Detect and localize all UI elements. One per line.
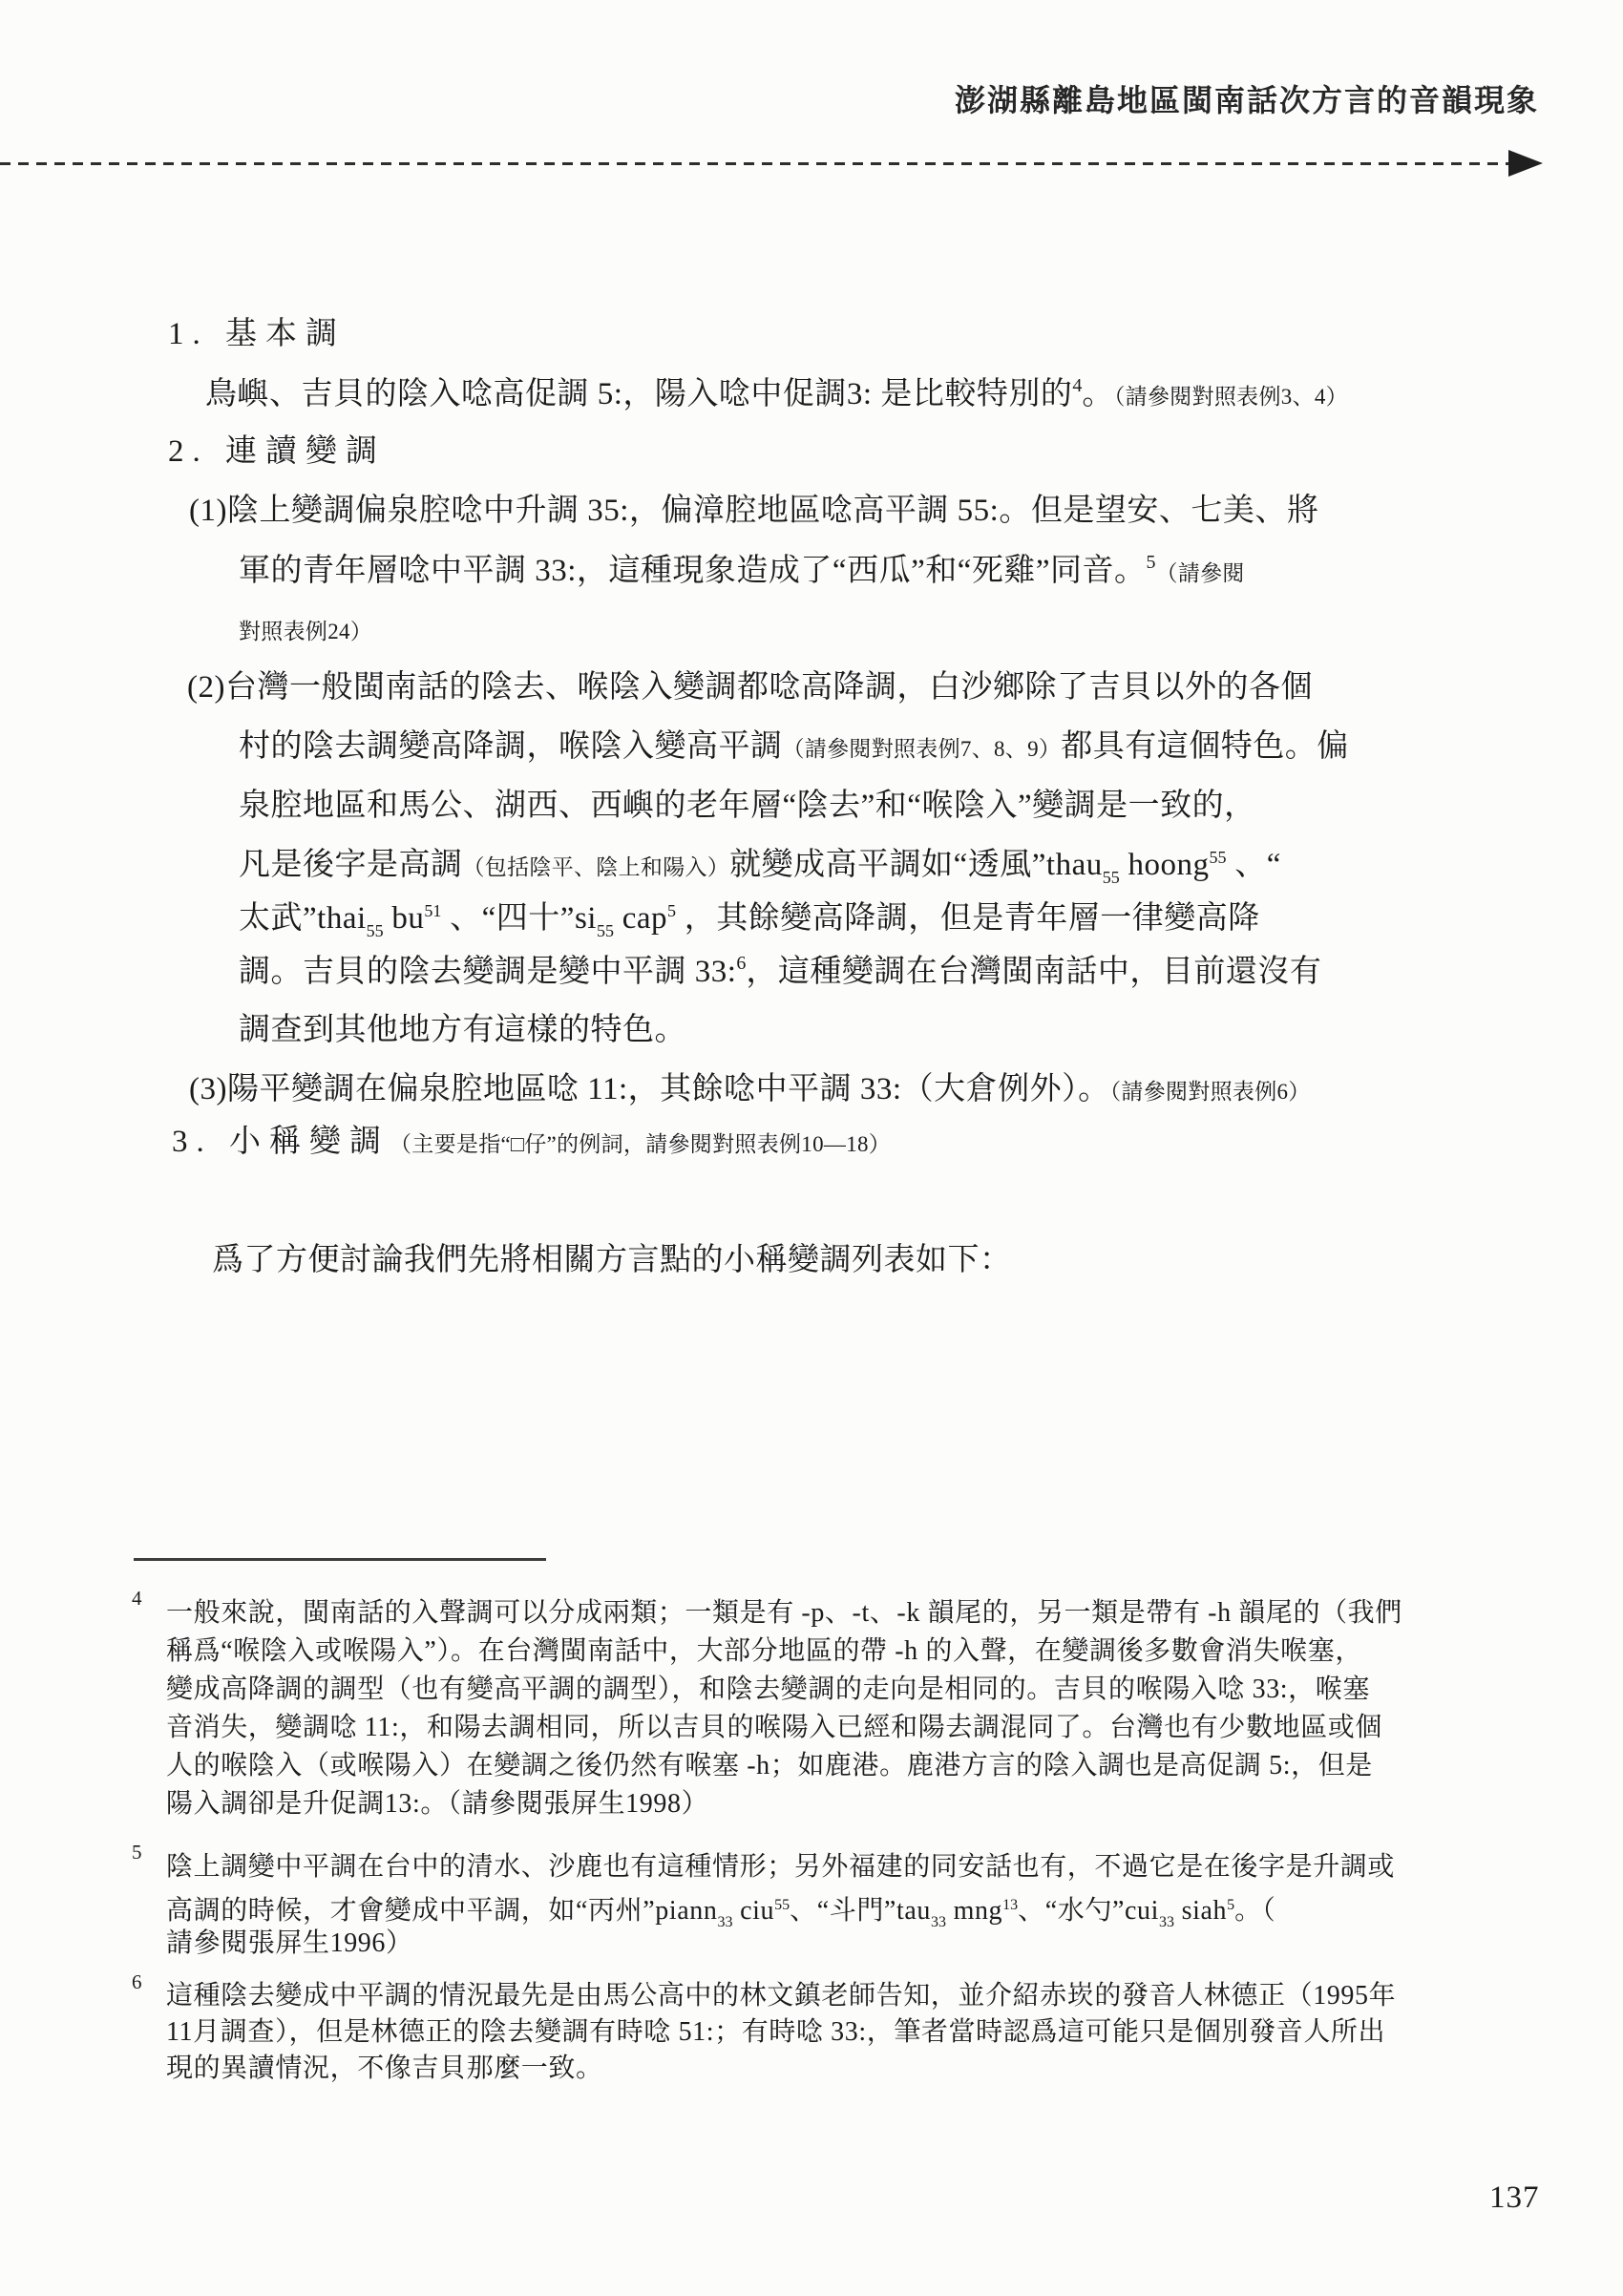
body-line [239,899,1260,942]
tone-subscript: 55 [366,921,384,940]
item2-line6-t2: ，這種變調在台灣閩南話中，目前還沒有 [746,955,1322,989]
para1-note: （請參閱對照表例3、4） [1113,385,1348,409]
footnote-line: 這種陰去變成中平調的情況最先是由馬公高中的林文鎮老師告知，並介紹赤崁的發音人林德正（1995年 [166,1981,1397,2011]
footnote-ref-5: 5 [1146,552,1156,573]
footnote-line: 11月調查），但是林德正的陰去變調有時唸 51:；有時唸 33:，筆者當時認爲這可能只是個別發音人所出 [166,2017,1386,2047]
body-line: (2)台灣一般閩南話的陰去、喉陰入變調都唸高降調，白沙鄉除了吉貝以外的各個 [187,670,1313,705]
footnote-line: 人的喉陰入（或喉陽入）在變調之後仍然有喉塞 -h；如鹿港。鹿港方言的陰入調也是高促調 5:，但是 [166,1751,1373,1780]
item2-line4-t1: 凡是後字是高調 [239,848,463,882]
fn5-t2: 、“斗門” [790,1896,896,1926]
footnote-5-marker: 5 [132,1841,142,1864]
item2-line5-t2: 、“四十” [441,901,575,936]
item3-t1: (3)陽平變調在偏泉腔地區唸 11:，其餘唸中平調 33:（大倉例外）。 [189,1072,1110,1106]
tone-superscript: 51 [424,901,442,920]
footnote-line: 稱爲“喉陰入或喉陽入”）。在台灣閩南話中，大部分地區的帶 -h 的入聲，在變調後多數會消失喉塞， [166,1636,1362,1666]
footnote-line: 陰上調變中平調在台中的清水、沙鹿也有這種情形；另外福建的同安話也有，不過它是在後字是升調或 [166,1852,1396,1882]
item2-line4-t2: 就變成高平調如“透風” [729,848,1046,882]
fn5-t1: 高調的時候，才會變成中平調，如“丙州” [166,1896,656,1926]
footnote-5 [166,1848,1395,1963]
footnote-line [166,1886,1395,1930]
arrow-right-icon [1508,150,1543,177]
running-header-title: 澎湖縣離島地區閩南話次方言的音韻現象 [954,83,1539,117]
footnote-line: 請參閱張屏生1996） [166,1928,413,1958]
item2-line4-note: （包括陰平、陰上和陽入） [462,855,730,879]
header-dashed-rule [0,162,1510,165]
tone-superscript: 55 [1209,848,1227,867]
item2-line5-t1: 太武” [239,901,318,936]
footnote-6 [166,1978,1396,2087]
para1-period: 。 [1082,377,1114,411]
closing-line: 爲了方便討論我們先將相關方言點的小稱變調列表如下： [212,1243,1012,1277]
body-line [239,551,1245,591]
footnote-line: 一般來說，閩南話的入聲調可以分成兩類；一類是有 -p、-t、-k 韻尾的，另一類是帶有 -h 韻尾的（我們 [166,1598,1402,1628]
romanization: ciu [732,1896,775,1926]
footnote-line: 陽入調卻是升促調13:。（請參閱張屏生1998） [166,1789,709,1819]
footnote-line: 變成高降調的調型（也有變高平調的調型），和陰去變調的走向是相同的。吉貝的喉陽入唸 33:，喉塞 [166,1675,1370,1704]
item2-line4-t3: 、“ [1226,848,1281,882]
tone-superscript: 13 [1002,1897,1019,1913]
body-line [239,952,1321,992]
footnote-separator-rule [134,1558,546,1561]
romanization: bu [383,901,425,936]
body-line: 泉腔地區和馬公、湖西、西嶼的老年層“陰去”和“喉陰入”變調是一致的， [239,789,1256,823]
footnote-4-marker: 4 [132,1587,142,1610]
item1-line2-note: （請參閱 [1155,561,1245,585]
tone-subscript: 55 [1102,868,1120,887]
romanization: thau [1045,848,1103,882]
section-3-heading [172,1123,891,1162]
section-2-heading: 2. 連讀變調 [168,434,386,469]
body-line: 對照表例24） [239,620,373,643]
item1-line2-text: 軍的青年層唸中平調 33:，這種現象造成了“西瓜”和“死雞”同音。 [239,554,1147,588]
item2-line6-t1: 調。吉貝的陰去變調是變中平調 33: [239,955,737,989]
romanization: cui [1125,1896,1160,1926]
romanization: thai [317,901,367,936]
heading3-note: （主要是指“□仔”的例詞，請參閱對照表例10—18） [390,1132,892,1156]
item2-line2-t1: 村的陰去調變高降調，喉陰入變高平調 [239,729,783,764]
body-line [205,374,1348,414]
romanization: tau [896,1896,931,1926]
section-1-heading: 1. 基本調 [168,317,346,351]
footnote-ref-6: 6 [736,953,747,974]
para1-text: 鳥嶼、吉貝的陰入唸高促調 5:，陽入唸中促調3: 是比較特別的 [205,377,1073,411]
body-line [239,846,1281,889]
tone-subscript: 33 [930,1914,946,1930]
tone-subscript: 33 [1159,1914,1175,1930]
page-number: 137 [1489,2180,1540,2215]
romanization: si [574,901,597,936]
item3-note: （請參閱對照表例6） [1109,1080,1311,1104]
tone-superscript: 5 [1227,1897,1235,1913]
fn5-t3: 、“水勺” [1018,1896,1126,1926]
body-line [189,1070,1311,1109]
item2-line5-t3: ，其餘變高降調，但是青年層一律變高降 [676,901,1260,936]
body-line: (1)陰上變調偏泉腔唸中升調 35:，偏漳腔地區唸高平調 55:。但是望安、七美、將 [189,494,1319,528]
fn5-t4: 。（ [1234,1896,1276,1926]
footnote-line: 現的異讀情況，不像吉貝那麼一致。 [166,2054,603,2083]
body-line [239,727,1349,767]
romanization: mng [945,1896,1003,1926]
romanization: siah [1174,1896,1228,1926]
heading3-title: 3. 小稱變調 [172,1125,390,1159]
tone-subscript: 55 [596,921,614,940]
tone-subscript: 33 [717,1914,733,1930]
item2-line2-t2: 都具有這個特色。偏 [1061,729,1349,764]
footnote-4 [166,1594,1402,1823]
footnote-ref-4: 4 [1072,375,1083,396]
body-line: 調查到其他地方有這樣的特色。 [239,1013,686,1047]
item2-line2-note: （請參閱對照表例7、8、9） [782,737,1062,761]
romanization: cap [613,901,667,936]
footnote-line: 音消失，變調唸 11:，和陽去調相同，所以吉貝的喉陽入已經和陽去調混同了。台灣也有少數地區或個 [166,1713,1382,1742]
romanization: hoong [1119,848,1210,882]
tone-superscript: 55 [774,1897,790,1913]
tone-superscript: 5 [667,901,676,920]
footnote-6-marker: 6 [132,1970,142,1993]
romanization: piann [655,1896,718,1926]
